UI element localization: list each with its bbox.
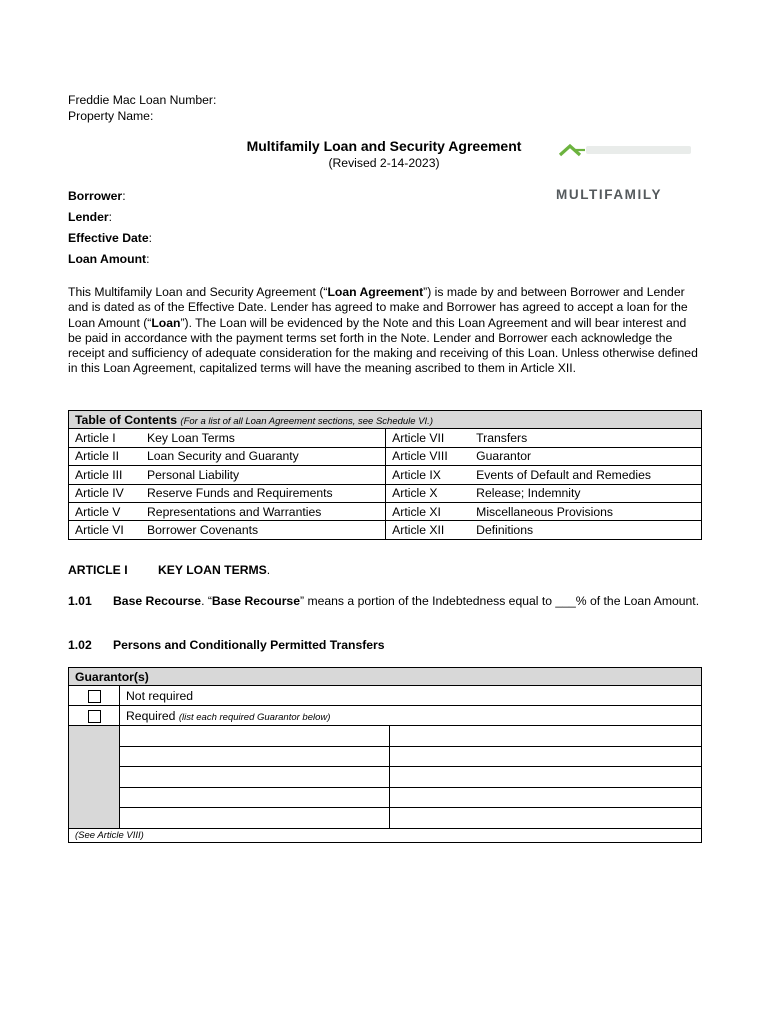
not-required-checkbox[interactable] xyxy=(88,690,101,703)
property-name-label: Property Name: xyxy=(68,109,154,123)
article-title: KEY LOAN TERMS xyxy=(158,563,267,577)
table-row xyxy=(69,706,702,726)
guarantor-detail-field[interactable] xyxy=(390,808,702,829)
table-row: Article I Key Loan Terms Article VII Transfers xyxy=(69,429,702,447)
table-row: Article IV Reserve Funds and Requirements Article X Release; Indemnity xyxy=(69,484,702,502)
intro-paragraph: This Multifamily Loan and Security Agreement (“Loan Agreement”) is made by and between Borrower and Lender and is dated as of the Effective Date. Lender has agreed to make and Borrower has agreed to accept a loan for the Loan Amount (“Loan”). The Loan will be evidenced by the Note and this Loan Agreement and will bear interest and be paid in accordance with the payment terms set forth in the Note. Lender and Borrower each acknowledge the receipt and sufficiency of adequate consideration for the making and receiving of this Loan. Unless otherwise defined in this Loan Agreement, capitalized terms will have the meaning ascribed to them in Article XII. xyxy=(68,285,698,376)
effective-date-field: Effective Date: xyxy=(68,231,152,245)
borrower-field: Borrower: xyxy=(68,189,126,203)
guarantor-grey-cell xyxy=(69,726,120,829)
lender-label: Lender xyxy=(68,210,109,224)
section-title: Persons and Conditionally Permitted Transfers xyxy=(113,638,385,652)
document-title: Multifamily Loan and Security Agreement xyxy=(246,138,522,154)
section-1-01: 1.01 Base Recourse. “Base Recourse” means a portion of the Indebtedness equal to ___% of the Loan Amount. xyxy=(68,594,700,608)
roof-chevron-icon xyxy=(558,142,586,158)
toc-title: Table of Contents xyxy=(75,412,178,427)
logo-faint-wordmark xyxy=(586,146,691,154)
guarantor-name-field[interactable] xyxy=(120,808,390,829)
guarantor-detail-field[interactable] xyxy=(390,787,702,808)
required-checkbox[interactable] xyxy=(88,710,101,723)
table-of-contents xyxy=(68,410,702,540)
toc-header xyxy=(69,411,702,429)
table-row: Article III Personal Liability Article IX Events of Default and Remedies xyxy=(69,466,702,484)
loan-number-label: Freddie Mac Loan Number: xyxy=(68,93,217,107)
toc-note: (For a list of all Loan Agreement sections, see Schedule VI.) xyxy=(180,415,433,427)
section-number: 1.01 xyxy=(68,594,92,608)
multifamily-logo xyxy=(556,140,696,210)
section-1-02 xyxy=(68,638,708,654)
table-row xyxy=(69,686,702,706)
required-note: (list each required Guarantor below) xyxy=(178,711,331,723)
required-label: Required (list each required Guarantor below) xyxy=(120,706,702,726)
lender-field: Lender: xyxy=(68,210,113,224)
document-revision: (Revised 2-14-2023) xyxy=(328,156,440,170)
not-required-label: Not required xyxy=(120,686,702,706)
table-row xyxy=(69,787,702,808)
article-heading: ARTICLE I KEY LOAN TERMS. xyxy=(68,563,271,577)
article-number: ARTICLE I xyxy=(68,563,128,577)
guarantor-name-field[interactable] xyxy=(120,787,390,808)
effective-date-label: Effective Date xyxy=(68,231,149,245)
loan-amount-field: Loan Amount: xyxy=(68,252,150,266)
table-row: Article VI Borrower Covenants Article XII Definitions xyxy=(69,521,702,539)
guarantor-detail-field[interactable] xyxy=(390,746,702,767)
table-row xyxy=(69,746,702,767)
section-title: Base Recourse xyxy=(113,594,202,608)
guarantor-detail-field[interactable] xyxy=(390,726,702,747)
guarantor-name-field[interactable] xyxy=(120,726,390,747)
table-row xyxy=(69,767,702,788)
table-row xyxy=(69,726,702,747)
guarantor-table xyxy=(68,667,702,843)
borrower-label: Borrower xyxy=(68,189,123,203)
table-row: Article V Representations and Warranties Article XI Miscellaneous Provisions xyxy=(69,502,702,520)
guarantor-footer: (See Article VIII) xyxy=(69,828,702,842)
loan-amount-label: Loan Amount xyxy=(68,252,147,266)
guarantor-detail-field[interactable] xyxy=(390,767,702,788)
guarantor-name-field[interactable] xyxy=(120,767,390,788)
guarantor-header: Guarantor(s) xyxy=(69,668,702,686)
section-number: 1.02 xyxy=(68,638,92,652)
logo-wordmark: MULTIFAMILY xyxy=(556,187,663,202)
table-row xyxy=(69,808,702,829)
guarantor-name-field[interactable] xyxy=(120,746,390,767)
table-row: Article II Loan Security and Guaranty Article VIII Guarantor xyxy=(69,447,702,465)
